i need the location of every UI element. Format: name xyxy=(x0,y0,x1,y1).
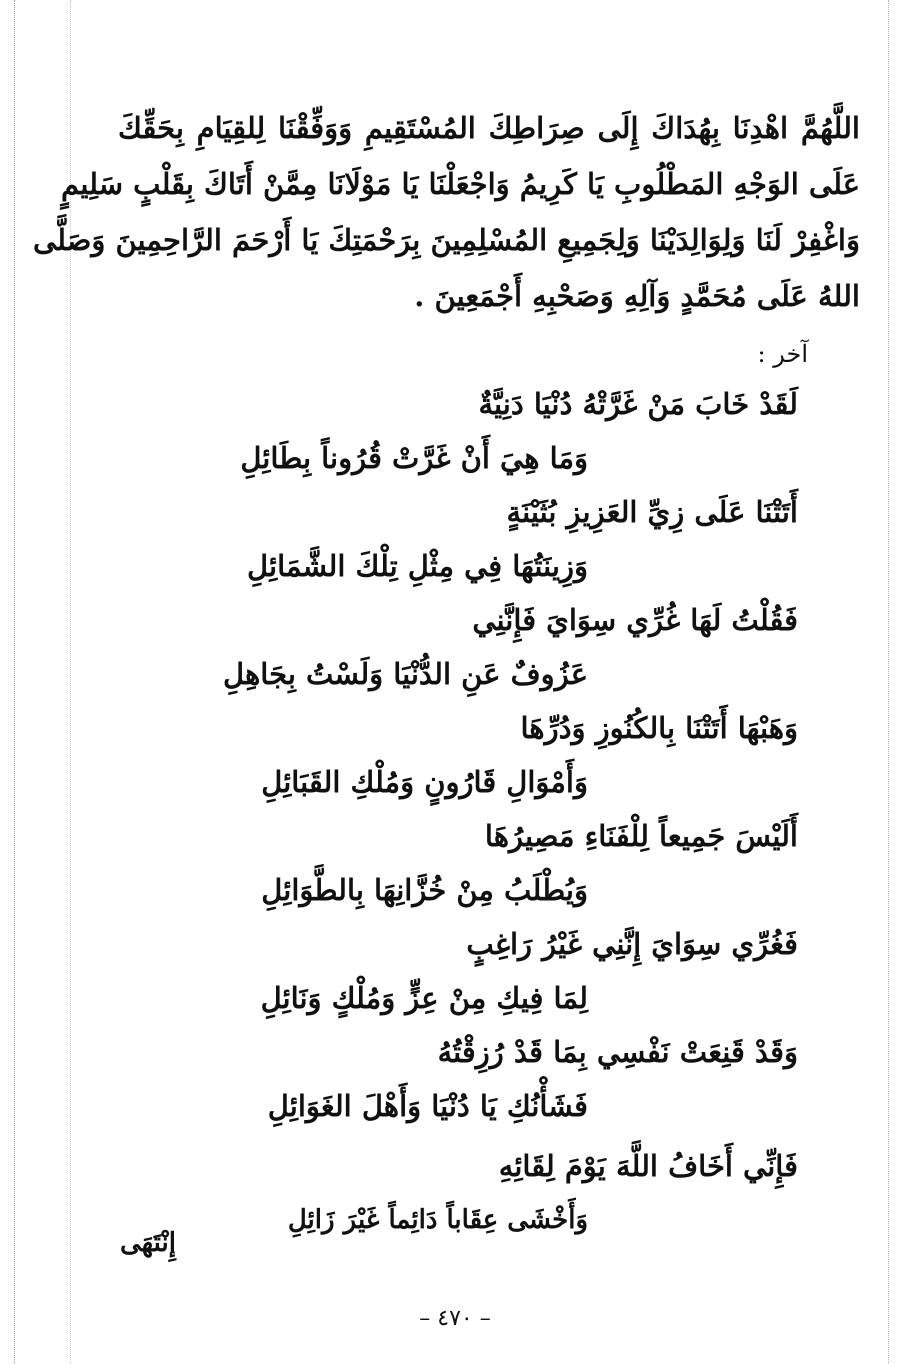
poem-verse: فَغُرِّي سِوَايَ إِنَّنِي غَيْرُ رَاغِبٍ xyxy=(466,927,798,961)
prayer-line: عَلَى الوَجْهِ المَطْلُوبِ يَا كَرِيمُ وَاجْعَلْنَا يَا مَوْلَانَا مِمَّنْ أَتَاكَ بِقَلْبٍ سَلِيمٍ xyxy=(61,167,860,201)
poem-verse: وَيُطْلَبُ مِنْ خُزَّانِهَا بِالطَّوَائِلِ xyxy=(261,873,588,907)
scan-edge-line-right xyxy=(888,0,889,1364)
poem-intro-label: آخر : xyxy=(757,340,808,368)
end-marker: إِنْتَهَى xyxy=(120,1228,176,1258)
poem-verse: لِمَا فِيكِ مِنْ عِزٍّ وَمُلْكٍ وَنَائِلِ xyxy=(260,981,588,1015)
poem-verse: وَزِينَتُهَا فِي مِثْلِ تِلْكَ الشَّمَائِلِ xyxy=(247,549,588,583)
poem-verse: فَشَأْنُكِ يَا دُنْيَا وَأَهْلَ الغَوَائِلِ xyxy=(267,1089,588,1123)
page-number: – ٤٧٠ – xyxy=(419,1306,491,1331)
prayer-paragraph xyxy=(32,100,860,324)
poem-verse: وَأَمْوَالِ قَارُونٍ وَمُلْكِ القَبَائِلِ xyxy=(261,765,588,799)
scan-edge-line xyxy=(14,0,15,1364)
prayer-line: اللَّهُمَّ اهْدِنَا بِهُدَاكَ إِلَى صِرَاطِكَ المُسْتَقِيمِ وَوَفِّقْنَا لِلقِيَامِ بِحَقِّكَ xyxy=(118,111,860,145)
prayer-line: وَاغْفِرْ لَنَا وَلِوَالِدَيْنَا وَلِجَمِيعِ المُسْلِمِينَ بِرَحْمَتِكَ يَا أَرْحَمَ الرَّاحِمِينَ وَصَلَّى xyxy=(32,223,860,257)
poem-verse: وَمَا هِيَ أَنْ غَرَّتْ قُرُوناً بِطَائِلِ xyxy=(240,441,588,475)
prayer-line: اللهُ عَلَى مُحَمَّدٍ وَآلِهِ وَصَحْبِهِ أَجْمَعِينَ . xyxy=(414,279,860,313)
poem-verse: عَزُوفٌ عَنِ الدُّنْيَا وَلَسْتُ بِجَاهِلِ xyxy=(223,657,588,691)
poem-verse: وَأَخْشَى عِقَاباً دَائِماً غَيْرَ زَائِلِ xyxy=(287,1205,588,1235)
poem-verse: فَقُلْتُ لَهَا غُرِّي سِوَايَ فَإِنَّنِي xyxy=(472,603,798,637)
poem-verse: لَقَدْ خَابَ مَنْ غَرَّتْهُ دُنْيَا دَنِيَّةٌ xyxy=(478,387,798,421)
poem-verse: وَقَدْ قَنِعَتْ نَفْسِي بِمَا قَدْ رُزِقْتُهُ xyxy=(437,1035,798,1069)
poem-verse: أَتَتْنَا عَلَى زِيِّ العَزِيزِ بُثَيْنَةٍ xyxy=(506,495,798,529)
poem-verse: أَلَيْسَ جَمِيعاً لِلْفَنَاءِ مَصِيرُهَا xyxy=(484,819,798,853)
poem-verse: فَإِنِّي أَخَافُ اللَّهَ يَوْمَ لِقَائِهِ xyxy=(498,1149,798,1183)
poem-verse: وَهَبْهَا أَتَتْنَا بِالكُنُوزِ وَدُرِّهَا xyxy=(520,711,798,745)
